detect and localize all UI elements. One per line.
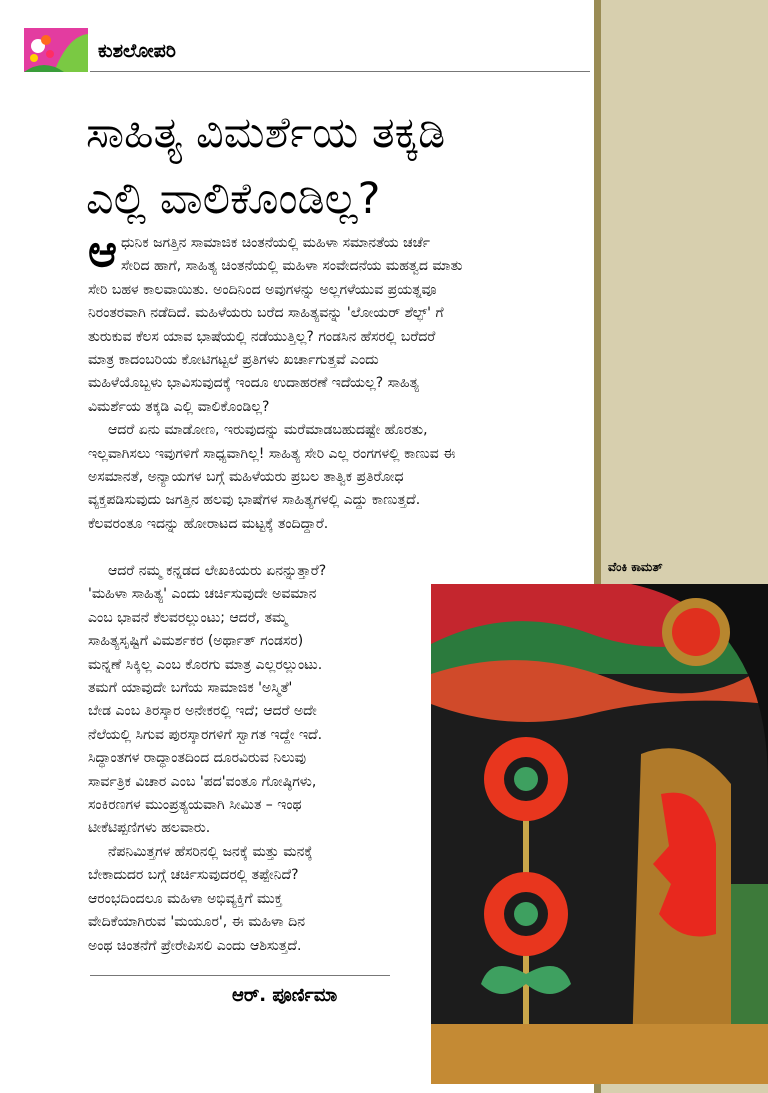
paragraph-2 bbox=[88, 419, 583, 536]
text-line: ಆದರೆ ಏನು ಮಾಡೋಣ, ಇರುವುದನ್ನು ಮರೆಮಾಡಬಹುದಷ್ಟೇ ಹೊರತು, bbox=[108, 422, 428, 439]
text-line: ಅಸಮಾನತೆ, ಅನ್ಯಾಯಗಳ ಬಗ್ಗೆ ಮಹಿಳೆಯರು ಪ್ರಬಲ ತಾತ್ವಿಕ ಪ್ರತಿರೋಧ bbox=[88, 469, 404, 486]
section-logo bbox=[24, 28, 88, 72]
article-end-divider bbox=[90, 975, 390, 976]
text-line: ಟೀಕೆಟಿಪ್ಪಣಿಗಳು ಹಲವಾರು. bbox=[88, 820, 211, 837]
headline-line-2: ಎಲ್ಲಿ ವಾಲಿಕೊಂಡಿಲ್ಲ? bbox=[86, 174, 381, 224]
paragraph-3 bbox=[88, 560, 408, 841]
artist-credit: ವೆಂಕಿ ಕಾಮತ್ bbox=[608, 560, 663, 574]
text-line: ವ್ಯಕ್ತಪಡಿಸುವುದು ಜಗತ್ತಿನ ಹಲವು ಭಾಷೆಗಳ ಸಾಹಿತ್ಯಗಳಲ್ಲಿ ಎದ್ದು ಕಾಣುತ್ತದೆ. bbox=[88, 492, 421, 509]
text-line: ವೇದಿಕೆಯಾಗಿರುವ 'ಮಯೂರ', ಈ ಮಹಿಳಾ ದಿನ bbox=[88, 914, 305, 931]
paragraph-1 bbox=[88, 226, 583, 419]
text-line: ಸಂಕಿರಣಗಳ ಮುಂಪ್ರತ್ಯಯವಾಗಿ ಸೀಮಿತ – ಇಂಥ bbox=[88, 797, 302, 814]
article-body-wide bbox=[88, 226, 583, 536]
text-line: ಕೆಲವರಂತೂ ಇದನ್ನು ಹೋರಾಟದ ಮಟ್ಟಕ್ಕೆ ತಂದಿದ್ದಾರೆ. bbox=[88, 515, 329, 532]
text-line: ಇಲ್ಲವಾಗಿಸಲು ಇವುಗಳಿಗೆ ಸಾಧ್ಯವಾಗಿಲ್ಲ! ಸಾಹಿತ್ಯ ಸೇರಿ ಎಲ್ಲ ರಂಗಗಳಲ್ಲಿ ಕಾಣುವ ಈ bbox=[88, 445, 456, 462]
artwork-painting bbox=[431, 584, 768, 1084]
text-line: ಸಾಹಿತ್ಯಸೃಷ್ಟಿಗೆ ವಿಮರ್ಶಕರ (ಅರ್ಥಾತ್ ಗಂಡಸರ) bbox=[88, 633, 304, 650]
text-line: ತುರುಕುವ ಕೆಲಸ ಯಾವ ಭಾಷೆಯಲ್ಲಿ ನಡೆಯುತ್ತಿಲ್ಲ? ಗಂಡಸಿನ ಹೆಸರಲ್ಲಿ ಬರೆದರೆ bbox=[88, 328, 436, 345]
text-line: ಮಹಿಳೆಯೊಬ್ಬಳು ಭಾವಿಸುವುದಕ್ಕೆ ಇಂದೂ ಉದಾಹರಣೆ ಇದೆಯಲ್ಲ? ಸಾಹಿತ್ಯ bbox=[88, 375, 420, 392]
text-line: ಸಾರ್ವತ್ರಿಕ ವಿಚಾರ ಎಂಬ 'ಪದ'ವಂತೂ ಗೋಷ್ಠಿಗಳು, bbox=[88, 773, 317, 790]
drop-cap: ಆ bbox=[88, 226, 118, 277]
text-line: 'ಮಹಿಳಾ ಸಾಹಿತ್ಯ' ಎಂದು ಚರ್ಚಿಸುವುದೇ ಅವಮಾನ bbox=[88, 586, 317, 603]
text-line: ನೆಪನಿಮಿತ್ತಗಳ ಹೆಸರಿನಲ್ಲಿ ಜನಕ್ಕೆ ಮತ್ತು ಮನಕ್ಕೆ bbox=[108, 843, 313, 860]
text-line: ಸೇರಿ ಬಹಳ ಕಾಲವಾಯಿತು. ಅಂದಿನಿಂದ ಅವುಗಳನ್ನು ಅಲ್ಲಗಳೆಯುವ ಪ್ರಯತ್ನವೂ bbox=[88, 281, 437, 298]
text-line: ಮನ್ನಣೆ ಸಿಕ್ಕಿಲ್ಲ ಎಂಬ ಕೊರಗು ಮಾತ್ರ ಎಲ್ಲರಲ್ಲುಂಟು. bbox=[88, 656, 323, 673]
text-line: ಆರಂಭದಿಂದಲೂ ಮಹಿಳಾ ಅಭಿವ್ಯಕ್ತಿಗೆ ಮುಕ್ತ bbox=[88, 890, 283, 907]
text-line: ಬೇಕಾದುದರ ಬಗ್ಗೆ ಚರ್ಚಿಸುವುದರಲ್ಲಿ ತಪ್ಪೇನಿದೆ? bbox=[88, 867, 299, 884]
text-line: ಧುನಿಕ ಜಗತ್ತಿನ ಸಾಮಾಜಿಕ ಚಿಂತನೆಯಲ್ಲಿ ಮಹಿಳಾ ಸಮಾನತೆಯ ಚರ್ಚೆ bbox=[121, 235, 430, 251]
text-line: ಎಂಬ ಭಾವನೆ ಕೆಲವರಲ್ಲುಂಟು; ಆದರೆ, ತಮ್ಮ bbox=[88, 609, 288, 626]
article-body-narrow bbox=[88, 560, 408, 958]
author-byline: ಆರ್. ಪೂರ್ಣಿಮಾ bbox=[232, 985, 338, 1006]
text-line: ತಮಗೆ ಯಾವುದೇ ಬಗೆಯ ಸಾಮಾಜಿಕ 'ಅಸ್ಮಿತೆ' bbox=[88, 680, 293, 697]
text-line: ಸೇರಿದ ಹಾಗೆ, ಸಾಹಿತ್ಯ ಚಿಂತನೆಯಲ್ಲಿ ಮಹಿಳಾ ಸಂವೇದನೆಯ ಮಹತ್ವದ ಮಾತು bbox=[121, 258, 463, 275]
text-line: ವಿಮರ್ಶೆಯ ತಕ್ಕಡಿ ಎಲ್ಲಿ ವಾಲಿಕೊಂಡಿಲ್ಲ? bbox=[88, 398, 270, 415]
headline-line-1: ಸಾಹಿತ್ಯ ವಿಮರ್ಶೆಯ ತಕ್ಕಡಿ bbox=[86, 108, 446, 158]
text-line: ನೆಲೆಯಲ್ಲಿ ಸಿಗುವ ಪುರಸ್ಕಾರಗಳಿಗೆ ಸ್ವಾಗತ ಇದ್ದೇ ಇದೆ. bbox=[88, 726, 323, 743]
section-title: ಕುಶಲೋಪರಿ bbox=[98, 40, 176, 62]
text-line: ಆದರೆ ನಮ್ಮ ಕನ್ನಡದ ಲೇಖಕಿಯರು ಏನನ್ನುತ್ತಾರೆ? bbox=[108, 563, 327, 579]
text-line: ನಿರಂತರವಾಗಿ ನಡೆದಿದೆ. ಮಹಿಳೆಯರು ಬರೆದ ಸಾಹಿತ್ಯವನ್ನು 'ಲೋಯರ್ ಶೆಲ್ಫ್' ಗೆ bbox=[88, 305, 444, 322]
text-line: ಸಿದ್ಧಾಂತಗಳ ರಾದ್ಧಾಂತದಿಂದ ದೂರವಿರುವ ನಿಲುವು bbox=[88, 750, 307, 767]
headline bbox=[86, 100, 586, 232]
text-line: ಬೇಡ ಎಂಬ ತಿರಸ್ಕಾರ ಅನೇಕರಲ್ಲಿ ಇದೆ; ಆದರೆ ಅದೇ bbox=[88, 703, 317, 720]
text-line: ಅಂಥ ಚಿಂತನೆಗೆ ಪ್ರೇರೇಪಿಸಲಿ ಎಂದು ಆಶಿಸುತ್ತದೆ. bbox=[88, 937, 302, 954]
paragraph-4 bbox=[88, 841, 408, 958]
text-line: ಮಾತ್ರ ಕಾದಂಬರಿಯ ಕೋಟಿಗಟ್ಟಲೆ ಪ್ರತಿಗಳು ಖರ್ಚಾಗುತ್ತವೆ ಎಂದು bbox=[88, 352, 379, 369]
header-divider bbox=[90, 71, 590, 72]
